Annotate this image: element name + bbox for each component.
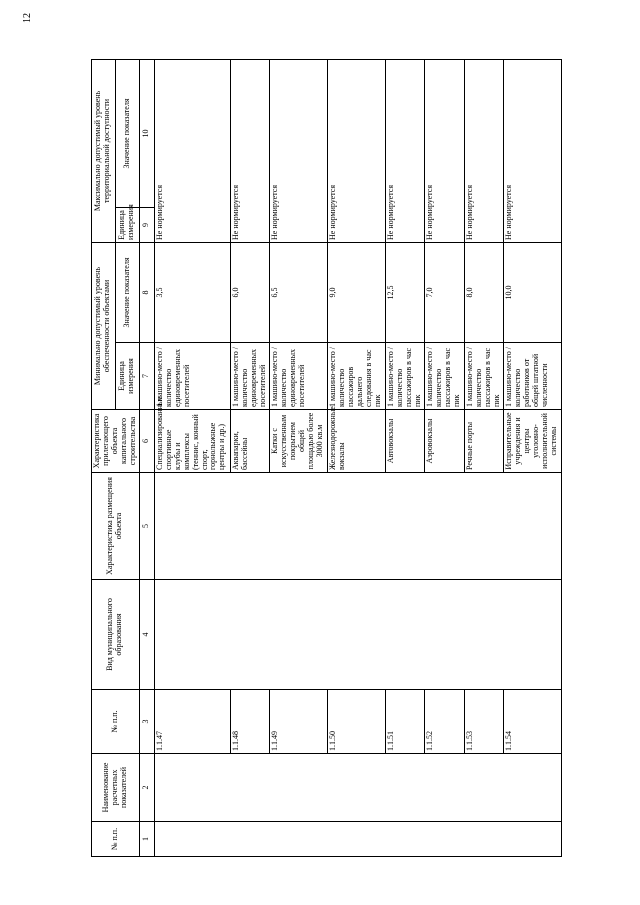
table-row <box>230 59 270 856</box>
row-number: 1.1.49 <box>270 690 328 754</box>
row-number: 1.1.47 <box>154 690 230 754</box>
col-number: 7 <box>139 343 154 410</box>
col-number: 8 <box>139 242 154 342</box>
table-row <box>270 59 328 856</box>
value-cell: 8,0 <box>464 242 504 342</box>
col-number: 2 <box>139 754 154 822</box>
unit-cell: 1 машино-место / количество пассажиров дальнего следования в час пик <box>327 343 385 410</box>
row-number: 1.1.48 <box>230 690 270 754</box>
access-cell: Не нормируется <box>504 59 562 242</box>
col-number: 6 <box>139 410 154 473</box>
object-type: Катки с искусственным покрытием общей площадью более 3000 кв.м <box>270 410 328 473</box>
unit-cell: 1 машино-место / количество единовременных посетителей <box>230 343 270 410</box>
col-number: 9 <box>139 207 154 242</box>
value-cell: 6,5 <box>270 242 328 342</box>
table-row <box>385 59 425 856</box>
row-number: 1.1.54 <box>504 690 562 754</box>
object-type: Исправительные учреждения и центры уголовно-исполнительной системы <box>504 410 562 473</box>
standards-table <box>91 59 562 857</box>
access-cell: Не нормируется <box>425 59 465 242</box>
unit-cell: 1 машино-место / количество пассажиров в час пик <box>425 343 465 410</box>
header-col4: Вид муниципального образования <box>92 580 140 690</box>
col-number: 10 <box>139 59 154 207</box>
row-number: 1.1.51 <box>385 690 425 754</box>
access-cell: Не нормируется <box>327 59 385 242</box>
table-row <box>327 59 385 856</box>
value-cell: 9,0 <box>327 242 385 342</box>
col-number: 5 <box>139 473 154 580</box>
object-type: Железнодорожные вокзалы <box>327 410 385 473</box>
table-row <box>425 59 465 856</box>
row-number: 1.1.53 <box>464 690 504 754</box>
unit-cell: 1 машино-место / количество пассажиров в час пик <box>464 343 504 410</box>
header-accessibility: Максимально допустимый уровень территориальной доступности <box>92 59 116 242</box>
unit-cell: 1 машино-место / количество пассажиров в час пик <box>385 343 425 410</box>
access-cell: Не нормируется <box>154 59 230 242</box>
value-cell: 7,0 <box>425 242 465 342</box>
header-col6: Характеристика прилегающего объекта капитального строительства <box>92 410 140 473</box>
value-cell: 10,0 <box>504 242 562 342</box>
col-number: 1 <box>139 822 154 857</box>
rotated-table-container <box>91 60 556 857</box>
access-cell: Не нормируется <box>464 59 504 242</box>
table-row <box>464 59 504 856</box>
value-cell: 6,0 <box>230 242 270 342</box>
object-type: Специализированные спортивные клубы и комплексы (теннис, конный спорт, горнолыжные центры и др.) <box>154 410 230 473</box>
empty-cell <box>154 822 561 857</box>
header-value-10: Значение показателя <box>115 59 139 207</box>
row-number: 1.1.50 <box>327 690 385 754</box>
header-col2: Наименование расчетных показателей <box>92 754 140 822</box>
value-cell: 12,5 <box>385 242 425 342</box>
value-cell: 3,5 <box>154 242 230 342</box>
col-number: 4 <box>139 580 154 690</box>
object-type: Аквапарки, бассейны <box>230 410 270 473</box>
header-col3: № п.п. <box>92 690 140 754</box>
object-type: Аэровокзалы <box>425 410 465 473</box>
empty-cell <box>154 473 561 580</box>
object-type: Автовокзалы <box>385 410 425 473</box>
header-provision: Минимально допустимый уровень обеспеченности объектами <box>92 242 116 409</box>
unit-cell: 1 машино-место / количество работников от общей штатной численности <box>504 343 562 410</box>
header-value-8: Значение показателя <box>115 242 139 342</box>
access-cell: Не нормируется <box>230 59 270 242</box>
table-row <box>154 59 230 856</box>
access-cell: Не нормируется <box>270 59 328 242</box>
empty-cell <box>154 754 561 822</box>
header-col5: Характеристика размещения объекта <box>92 473 140 580</box>
table-row <box>504 59 562 856</box>
object-type: Речные порты <box>464 410 504 473</box>
access-cell: Не нормируется <box>385 59 425 242</box>
col-number: 3 <box>139 690 154 754</box>
row-number: 1.1.52 <box>425 690 465 754</box>
page-number: 12 <box>22 13 33 23</box>
empty-cell <box>154 580 561 690</box>
header-unit-9: Единица измерения <box>115 207 139 242</box>
header-unit-7: Единица измерения <box>115 343 139 410</box>
header-col1: № п.п. <box>92 822 140 857</box>
unit-cell: 1 машино-место / количество единовременных посетителей <box>154 343 230 410</box>
unit-cell: 1 машино-место / количество единовременных посетителей <box>270 343 328 410</box>
